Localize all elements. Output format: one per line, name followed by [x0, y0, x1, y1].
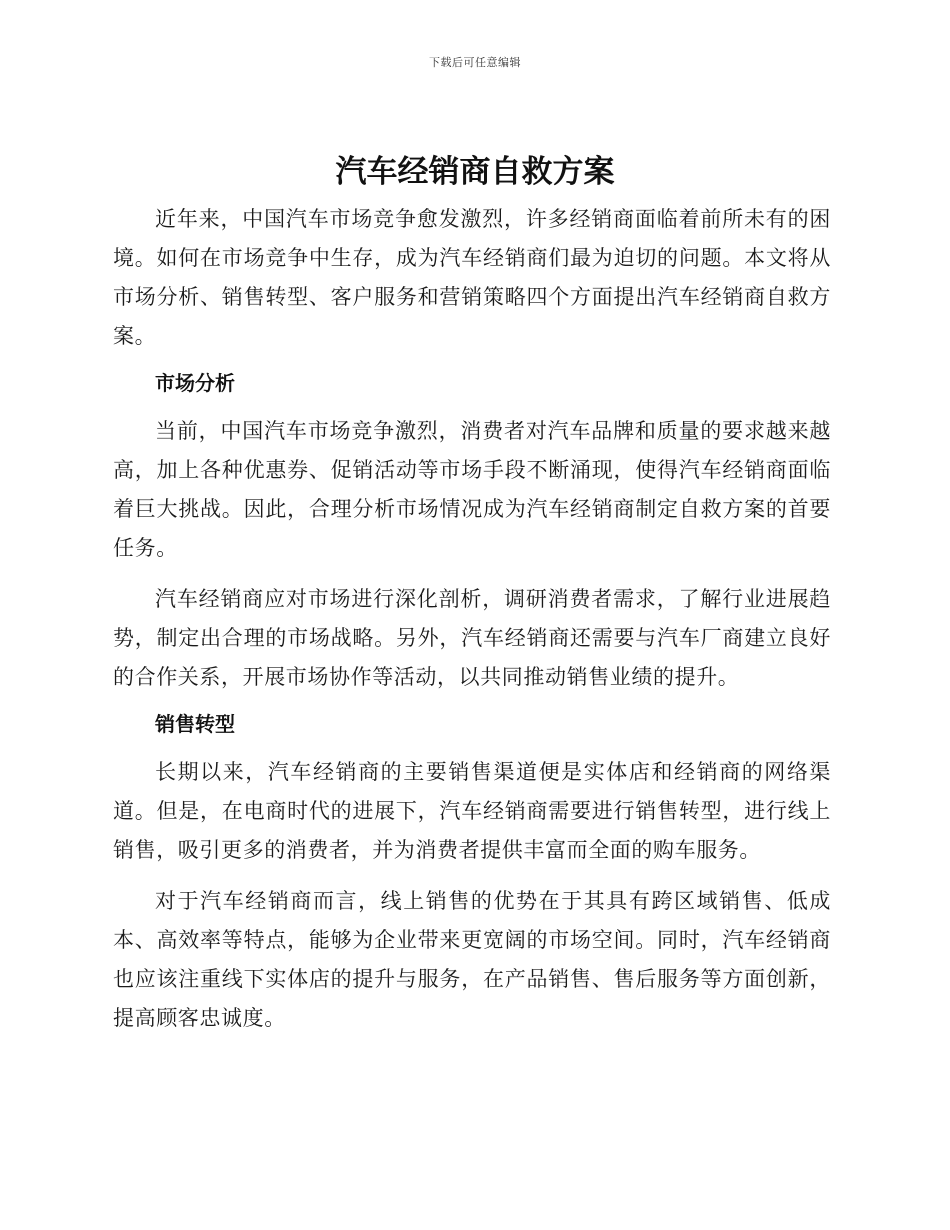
paragraph: 汽车经销商应对市场进行深化剖析，调研消费者需求，了解行业进展趋势，制定出合理的市场战略。另外，汽车经销商还需要与汽车厂商建立良好的合作关系，开展市场协作等活动，以共同推动销售业绩的提升。 — [113, 587, 831, 689]
paragraph: 长期以来，汽车经销商的主要销售渠道便是实体店和经销商的网络渠道。但是，在电商时代的进展下，汽车经销商需要进行销售转型，进行线上销售，吸引更多的消费者，并为消费者提供丰富而全面的购车服务。 — [113, 760, 831, 862]
intro-paragraph: 近年来，中国汽车市场竞争愈发激烈，许多经销商面临着前所未有的困境。如何在市场竞争中生存，成为汽车经销商们最为迫切的问题。本文将从市场分析、销售转型、客户服务和营销策略四个方面提出汽车经销商自救方案。 — [113, 207, 831, 348]
document-title: 汽车经销商自救方案 — [335, 154, 615, 190]
paragraph: 对于汽车经销商而言，线上销售的优势在于其具有跨区域销售、低成本、高效率等特点，能够为企业带来更宽阔的市场空间。同时，汽车经销商也应该注重线下实体店的提升与服务，在产品销售、售后服务等方面创新，提高顾客忠诚度。 — [113, 889, 831, 1030]
header-note: 下载后可任意编辑 — [429, 56, 521, 69]
paragraph: 当前，中国汽车市场竞争激烈，消费者对汽车品牌和质量的要求越来越高，加上各种优惠券、促销活动等市场手段不断涌现，使得汽车经销商面临着巨大挑战。因此，合理分析市场情况成为汽车经销商制定自救方案的首要任务。 — [113, 419, 831, 560]
section-heading-market-analysis: 市场分析 — [155, 371, 235, 395]
section-heading-sales-transformation: 销售转型 — [155, 712, 235, 736]
document-body — [113, 200, 831, 1050]
